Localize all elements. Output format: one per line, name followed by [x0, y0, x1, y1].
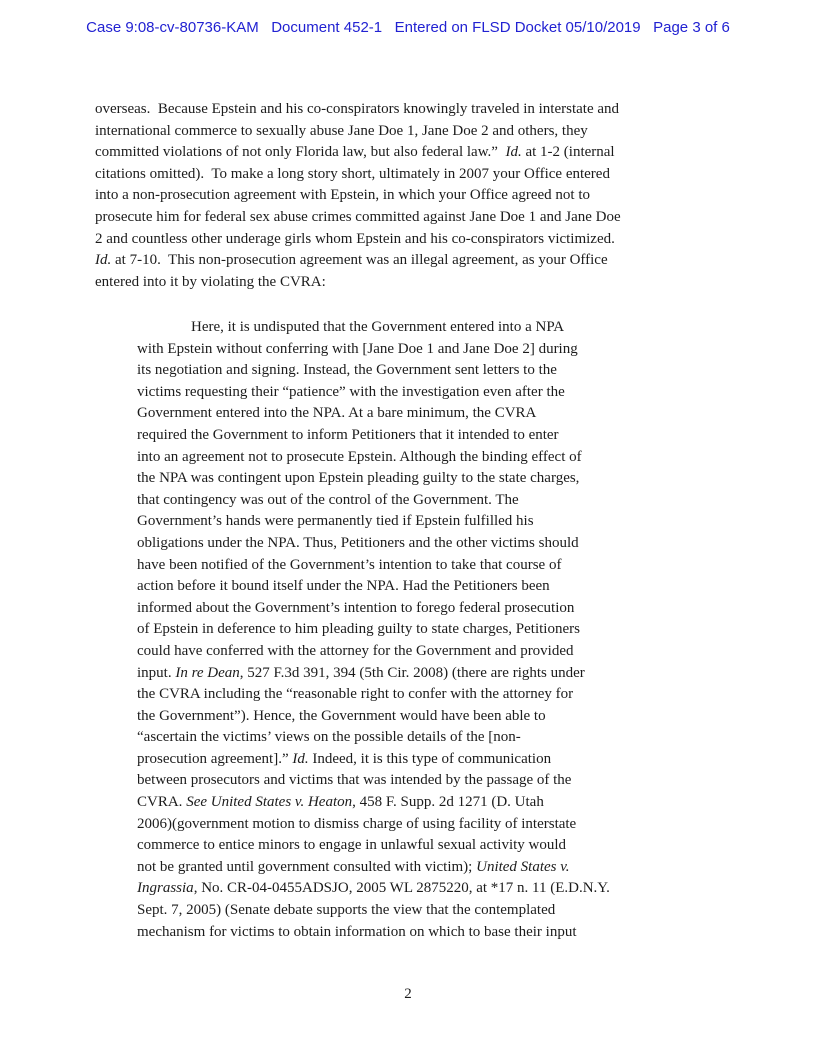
text-segment: Here, it is undisputed that the Government entered into a NPA	[191, 319, 565, 335]
text-segment: obligations under the NPA. Thus, Petitioners and the other victims should	[137, 534, 579, 551]
text-line	[137, 727, 717, 749]
text-segment: , No. CR-04-0455ADSJO, 2005 WL 2875220, at *17 n. 11 (E.D.N.Y.	[193, 880, 610, 897]
text-line	[137, 490, 717, 512]
text-segment: have been notified of the Government’s intention to take that course of	[137, 556, 562, 573]
text-segment: Government entered into the NPA. At a bare minimum, the CVRA	[137, 405, 537, 422]
page-number: 2	[404, 986, 412, 1002]
text-line	[137, 511, 717, 533]
text-segment: prosecution agreement].”	[137, 750, 293, 767]
text-line	[95, 207, 755, 229]
text-line	[95, 250, 755, 272]
text-segment: the Government”). Hence, the Government would have been able to	[137, 707, 546, 724]
text-segment: Indeed, it is this type of communication	[308, 750, 552, 767]
text-line	[137, 922, 717, 944]
text-segment: 2 and countless other underage girls whom Epstein and his co-conspirators victimized.	[95, 230, 615, 247]
citation-italic-text: See United States v. Heaton	[186, 794, 353, 811]
text-line	[137, 641, 717, 663]
text-segment: mechanism for victims to obtain information on which to base their input	[137, 923, 577, 940]
text-line	[137, 663, 717, 685]
text-segment: at 1-2 (internal	[521, 144, 615, 161]
text-segment: international commerce to sexually abuse Jane Doe 1, Jane Doe 2 and others, they	[95, 122, 588, 139]
text-line	[137, 814, 717, 836]
text-line	[95, 142, 755, 164]
text-line	[137, 619, 717, 641]
text-segment: victims requesting their “patience” with the investigation even after the	[137, 383, 565, 400]
text-line	[137, 360, 717, 382]
text-line	[137, 684, 717, 706]
text-segment: , 527 F.3d 391, 394 (5th Cir. 2008) (there are rights under	[239, 664, 585, 681]
text-line	[137, 749, 717, 771]
text-line	[137, 339, 717, 361]
text-line	[137, 835, 717, 857]
citation-italic-text: Id.	[505, 144, 522, 161]
text-segment: that contingency was out of the control of the Government. The	[137, 491, 519, 508]
text-line	[137, 555, 717, 577]
block-quote	[137, 317, 717, 943]
text-line	[95, 164, 755, 186]
text-segment: with Epstein without conferring with [Jane Doe 1 and Jane Doe 2] during	[137, 340, 578, 357]
text-segment: into an agreement not to prosecute Epstein. Although the binding effect of	[137, 448, 582, 465]
text-line	[137, 706, 717, 728]
text-line	[137, 425, 717, 447]
text-line	[137, 403, 717, 425]
text-segment: commerce to entice minors to engage in unlawful sexual activity would	[137, 837, 567, 854]
text-line	[95, 229, 755, 251]
text-segment: at 7-10. This non-prosecution agreement was an illegal agreement, as your Office	[111, 252, 608, 269]
text-segment: prosecute him for federal sex abuse crimes committed against Jane Doe 1 and Jane Doe	[95, 208, 621, 225]
text-segment: its negotiation and signing. Instead, the Government sent letters to the	[137, 362, 557, 379]
text-segment: citations omitted). To make a long story short, ultimately in 2007 your Office entered	[95, 165, 610, 182]
text-line	[137, 533, 717, 555]
text-line	[137, 598, 717, 620]
text-line	[137, 878, 717, 900]
body-paragraph	[95, 99, 755, 293]
text-line	[137, 382, 717, 404]
text-segment: committed violations of not only Florida law, but also federal law.”	[95, 144, 506, 161]
text-segment: input.	[137, 664, 176, 681]
text-segment: CVRA.	[137, 794, 187, 811]
text-segment: informed about the Government’s intention to forego federal prosecution	[137, 599, 575, 616]
text-segment: required the Government to inform Petitioners that it intended to enter	[137, 426, 559, 443]
text-line	[95, 99, 755, 121]
text-segment: entered into it by violating the CVRA:	[95, 273, 326, 290]
text-line	[95, 272, 755, 294]
text-segment: not be granted until government consulted with victim);	[137, 858, 477, 875]
text-segment: the CVRA including the “reasonable right to confer with the attorney for	[137, 686, 574, 703]
text-line	[137, 792, 717, 814]
text-segment: “ascertain the victims’ views on the possible details of the [non-	[137, 729, 521, 746]
text-segment: the NPA was contingent upon Epstein pleading guilty to the state charges,	[137, 470, 580, 487]
text-line	[137, 468, 717, 490]
text-segment: 2006)(government motion to dismiss charge of using facility of interstate	[137, 815, 577, 832]
text-segment: could have conferred with the attorney for the Government and provided	[137, 642, 574, 659]
text-line	[95, 121, 755, 143]
text-segment: , 458 F. Supp. 2d 1271 (D. Utah	[352, 794, 544, 811]
text-segment: of Epstein in deference to him pleading guilty to state charges, Petitioners	[137, 621, 580, 638]
text-segment: between prosecutors and victims that was intended by the passage of the	[137, 772, 572, 789]
citation-italic-text: United States v.	[476, 858, 570, 875]
text-segment: action before it bound itself under the NPA. Had the Petitioners been	[137, 578, 550, 595]
text-line	[137, 317, 717, 339]
text-line	[137, 576, 717, 598]
text-line	[95, 185, 755, 207]
text-segment: Sept. 7, 2005) (Senate debate supports the view that the contemplated	[137, 902, 556, 919]
citation-italic-text: In re Dean	[175, 664, 240, 681]
citation-italic-text: Id.	[292, 750, 309, 767]
text-segment: into a non-prosecution agreement with Epstein, in which your Office agreed not to	[95, 187, 590, 204]
citation-italic-text: Id.	[95, 252, 112, 269]
text-line	[137, 447, 717, 469]
text-segment: overseas. Because Epstein and his co-conspirators knowingly traveled in interstate and	[95, 101, 620, 117]
case-header: Case 9:08-cv-80736-KAM Document 452-1 Entered on FLSD Docket 05/10/2019 Page 3 of 6	[86, 19, 730, 36]
text-line	[137, 770, 717, 792]
text-line	[137, 857, 717, 879]
citation-italic-text: Ingrassia	[137, 880, 194, 897]
text-line	[137, 900, 717, 922]
text-segment: Government’s hands were permanently tied if Epstein fulfilled his	[137, 513, 534, 530]
